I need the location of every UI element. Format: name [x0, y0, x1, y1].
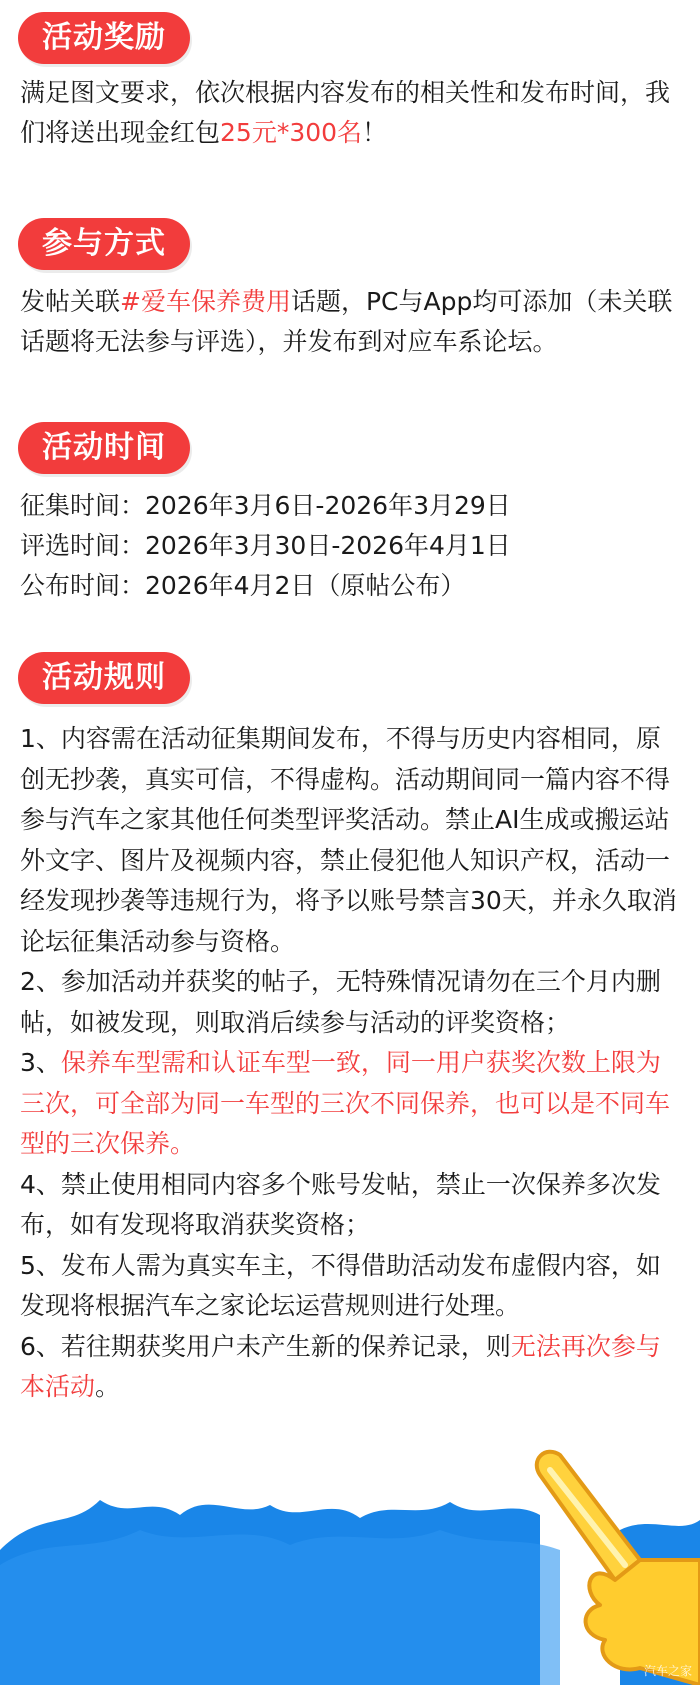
section-title-method: 参与方式	[18, 218, 190, 270]
method-text: 发帖关联#爱车保养费用话题，PC与App均可添加（未关联话题将无法参与评选），并发布到对应车系论坛。	[20, 287, 673, 356]
rule-6-highlight: 无法再次参与本活动	[20, 1331, 661, 1401]
collect-time: 征集时间：2026年3月6日-2026年3月29日	[20, 491, 511, 520]
rule-3: 3、保养车型需和认证车型一致，同一用户获奖次数上限为三次，可全部为同一车型的三次不同保养，也可以是不同车型的三次保养。	[20, 1048, 671, 1158]
topic-hashtag: #爱车保养费用	[120, 287, 291, 316]
rules-list	[20, 719, 685, 1408]
rule-6: 6、若往期获奖用户未产生新的保养记录，则无法再次参与本活动。	[20, 1331, 661, 1401]
watermark: 汽车之家	[643, 1664, 692, 1678]
section-title-time: 活动时间	[18, 422, 190, 474]
time-list	[20, 486, 685, 606]
rule-3-highlight: 保养车型需和认证车型一致，同一用户获奖次数上限为三次，可全部为同一车型的三次不同保养，也可以是不同车型的三次保养。	[20, 1048, 671, 1158]
announce-time: 公布时间：2026年4月2日（原帖公布）	[20, 571, 466, 600]
section-title-rules: 活动规则	[18, 652, 190, 704]
reward-text: 满足图文要求，依次根据内容发布的相关性和发布时间，我们将送出现金红包25元*300名！	[20, 78, 671, 147]
section-title-reward: 活动奖励	[18, 12, 190, 64]
reward-highlight: 25元*300名	[220, 118, 363, 147]
pointing-hand-icon	[520, 1440, 700, 1685]
rule-5: 5、发布人需为真实车主，不得借助活动发布虚假内容，如发现将根据汽车之家论坛运营规则进行处理。	[20, 1250, 661, 1320]
review-time: 评选时间：2026年3月30日-2026年4月1日	[20, 531, 511, 560]
rule-1: 1、内容需在活动征集期间发布，不得与历史内容相同，原创无抄袭，真实可信，不得虚构。活动期间同一篇内容不得参与汽车之家其他任何类型评奖活动。禁止AI生成或搬运站外文字、图片及视频内容，禁止侵犯他人知识产权，活动一经发现抄袭等违规行为，将予以账号禁言30天，并永久取消论坛征集活动参与资格。	[20, 724, 677, 956]
rule-2: 2、参加活动并获奖的帖子，无特殊情况请勿在三个月内删帖，如被发现，则取消后续参与活动的评奖资格；	[20, 967, 661, 1037]
rule-4: 4、禁止使用相同内容多个账号发帖，禁止一次保养多次发布，如有发现将取消获奖资格；	[20, 1169, 661, 1239]
